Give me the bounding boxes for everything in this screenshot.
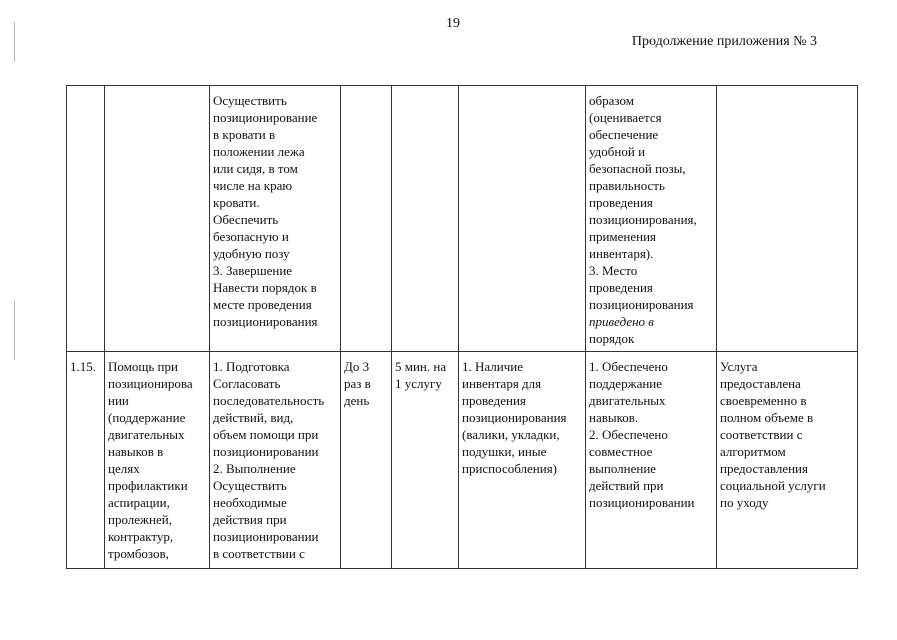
- services-table: [66, 85, 858, 569]
- frequency-cell: [341, 86, 392, 352]
- appendix-continuation-note: Продолжение приложения № 3: [631, 34, 817, 49]
- result-cell: 1. Обеспечено поддержание двигательных навыков. 2. Обеспечено совместное выполнение действий при позиционировании: [586, 352, 717, 569]
- duration-cell: [392, 86, 459, 352]
- service-name-cell: [105, 86, 210, 352]
- inventory-cell: [459, 86, 586, 352]
- scan-edge-mark: [14, 300, 15, 360]
- duration-cell: 5 мин. на 1 услугу: [392, 352, 459, 569]
- assessment-cell: Услуга предоставлена своевременно в полном объеме в соответствии с алгоритмом предоставления социальной услуги по уходу: [717, 352, 858, 569]
- result-cell: образом (оценивается обеспечение удобной и безопасной позы, правильность проведения позиционирования, применения инвентаря). 3. Место проведения позиционирования приведено в порядок: [586, 86, 717, 352]
- service-content-cell: Осуществить позиционирование в кровати в положении лежа или сидя, в том числе на краю кровати. Обеспечить безопасную и удобную позу 3. Завершение Навести порядок в месте проведения позиционирования: [210, 86, 341, 352]
- row-number-cell: [67, 86, 105, 352]
- row-number-cell: 1.15.: [67, 352, 105, 569]
- table-row: [67, 86, 858, 352]
- table-row: [67, 352, 858, 569]
- scan-edge-mark: [14, 22, 15, 62]
- service-content-cell: 1. Подготовка Согласовать последовательность действий, вид, объем помощи при позиционировании 2. Выполнение Осуществить необходимые действия при позиционировании в соответствии с: [210, 352, 341, 569]
- inventory-cell: 1. Наличие инвентаря для проведения позиционирования (валики, укладки, подушки, иные приспособления): [459, 352, 586, 569]
- service-name-cell: Помощь при позиционирова нии (поддержание двигательных навыков в целях профилактики аспирации, пролежней, контрактур, тромбозов,: [105, 352, 210, 569]
- assessment-cell: [717, 86, 858, 352]
- frequency-cell: До 3 раз в день: [341, 352, 392, 569]
- page-number: 19: [446, 16, 460, 31]
